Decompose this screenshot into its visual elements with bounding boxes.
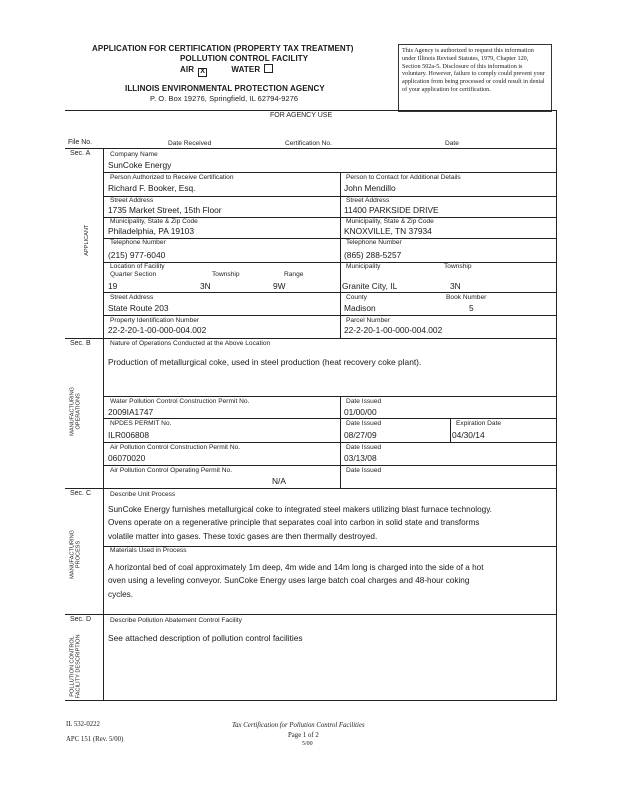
footer-title: Tax Certification for Pollution Control Facilities (232, 722, 365, 729)
municipality-label: Municipality (346, 263, 381, 270)
muni2-label: Municipality, State & Zip Code (346, 218, 434, 225)
page-number: Page 1 of 2 (288, 732, 319, 739)
township2-label: Township (444, 263, 472, 270)
water-date-label: Date Issued (346, 398, 382, 405)
location-label: Location of Facility (110, 263, 165, 270)
phone2-value[interactable]: (865) 288-5257 (344, 250, 402, 260)
sec-c-side-label: MANUFACTURING PROCESS (69, 530, 82, 579)
agency-address: P. O. Box 19276, Springfield, IL 62794-9276 (150, 94, 299, 103)
unit-process-line-3: volatile matter into gases. These toxic gases are then thermally destroyed. (108, 531, 378, 541)
sec-a-side-label: APPLICANT (83, 224, 90, 256)
materials-line-2: oven using a leveling conveyor. SunCoke Energy uses large batch coal charges and 48-hour coking (108, 576, 470, 586)
form-number: IL 532-0222 (66, 721, 100, 728)
abatement-text[interactable]: See attached description of pollution control facilities (108, 633, 303, 643)
abatement-label: Describe Pollution Abatement Control Facility (110, 617, 242, 624)
parcel-value[interactable]: 22-2-20-1-00-000-004.002 (344, 325, 443, 335)
air-const-label: Air Pollution Control Construction Permit No. (110, 444, 241, 451)
unit-process-label: Describe Unit Process (110, 491, 176, 498)
company-name-label: Company Name (110, 151, 158, 158)
npdes-date-label: Date Issued (346, 420, 382, 427)
phone2-label: Telephone Number (346, 239, 402, 246)
unit-process-text[interactable] (108, 503, 492, 543)
sec-b-side-label: MANUFACTURING OPERATIONS (69, 387, 82, 436)
township2-value[interactable]: 3N (450, 281, 461, 291)
file-no-label: File No. (68, 139, 93, 146)
prop-id-value[interactable]: 22-2-20-1-00-000-004.002 (108, 325, 207, 335)
materials-text[interactable] (108, 561, 484, 601)
air-op-date-label: Date Issued (346, 467, 382, 474)
quarter-section-label: Quarter Section (110, 271, 157, 278)
expiration-value[interactable]: 04/30/14 (452, 430, 485, 440)
air-checkbox[interactable] (198, 68, 207, 77)
footer-code: 5/00 (302, 741, 313, 747)
muni2-value[interactable]: KNOXVILLE, TN 37934 (344, 226, 432, 236)
street2-label: Street Address (346, 197, 390, 204)
air-checkbox-mark: X (200, 68, 205, 75)
sec-c-code: Sec. C (70, 490, 92, 497)
parcel-label: Parcel Number (346, 317, 390, 324)
water-label: WATER (231, 65, 261, 74)
street1-value[interactable]: 1735 Market Street, 15th Floor (108, 205, 222, 215)
range-value[interactable]: 9W (273, 281, 286, 291)
agency-date-label: Date (445, 140, 459, 147)
sec-d-side-label: POLLUTION CONTROL FACILITY DESCRIPTION (69, 634, 82, 699)
water-date-value[interactable]: 01/00/00 (344, 407, 377, 417)
auth-person-label: Person Authorized to Receive Certification (110, 174, 234, 181)
certification-no-label: Certification No. (285, 140, 332, 147)
date-received-label: Date Received (168, 140, 212, 147)
book-number-value[interactable]: 5 (469, 303, 474, 313)
agency-use-title: FOR AGENCY USE (270, 112, 333, 119)
water-permit-value[interactable]: 2009IA1747 (108, 407, 154, 417)
expiration-label: Expiration Date (456, 420, 502, 427)
media-checkboxes (180, 64, 273, 77)
range-label: Range (284, 271, 304, 278)
form-title: APPLICATION FOR CERTIFICATION (PROPERTY TAX TREATMENT) (92, 44, 354, 53)
materials-line-3: cycles. (108, 589, 134, 599)
street1-label: Street Address (110, 197, 154, 204)
air-op-label: Air Pollution Control Operating Permit No. (110, 467, 233, 474)
company-name-value[interactable]: SunCoke Energy (108, 160, 172, 170)
street2-value[interactable]: 11400 PARKSIDE DRIVE (344, 205, 439, 215)
contact-person-value[interactable]: John Mendillo (344, 183, 396, 193)
unit-process-line-2: Ovens operate on a regenerative principle that separates coal into carbon in solid state and transforms (108, 518, 480, 528)
agency-use-top-rule (65, 110, 557, 111)
agency-name: ILLINOIS ENVIRONMENTAL PROTECTION AGENCY (125, 84, 325, 93)
privacy-notice: This Agency is authorized to request this information under Illinois Revised Statutes, 1979, Chapter 120, Section 502a-5. Disclosure of this information is voluntary. However, failure to comply could prevent your application from being processed or could result in denial of your application for certification. (398, 44, 552, 112)
street3-value[interactable]: State Route 203 (108, 303, 169, 313)
county-label: County (346, 294, 367, 301)
npdes-date-value[interactable]: 08/27/09 (344, 430, 377, 440)
form-subtitle: POLLUTION CONTROL FACILITY (180, 54, 309, 63)
nature-value[interactable]: Production of metallurgical coke, used in steel production (heat recovery coke plant). (108, 357, 422, 367)
materials-line-1: A horizontal bed of coal approximately 1m deep, 4m wide and 14m long is charged into the side of a hot (108, 563, 484, 572)
unit-process-line-1: SunCoke Energy furnishes metallurgical coke to integrated steel makers utilizing blast furnace technology. (108, 505, 492, 514)
phone1-value[interactable]: (215) 977-6040 (108, 250, 166, 260)
township-label: Township (212, 271, 240, 278)
county-value[interactable]: Madison (344, 303, 376, 313)
street3-label: Street Address (110, 294, 154, 301)
auth-person-value[interactable]: Richard F. Booker, Esq. (108, 183, 196, 193)
materials-label: Materials Used in Process (110, 547, 187, 554)
air-const-date-label: Date Issued (346, 444, 382, 451)
air-const-value[interactable]: 06070020 (108, 453, 146, 463)
quarter-section-value[interactable]: 19 (108, 281, 118, 291)
prop-id-label: Property Identification Number (110, 317, 200, 324)
municipality-value[interactable]: Granite City, IL (342, 281, 398, 291)
air-op-value[interactable]: N/A (272, 476, 286, 486)
muni1-label: Municipality, State & Zip Code (110, 218, 198, 225)
air-label: AIR (180, 65, 195, 74)
water-checkbox[interactable] (264, 64, 273, 73)
township-value[interactable]: 3N (200, 281, 211, 291)
sec-b-code: Sec. B (70, 340, 91, 347)
npdes-value[interactable]: ILR006808 (108, 430, 149, 440)
water-permit-label: Water Pollution Control Construction Permit No. (110, 398, 250, 405)
book-number-label: Book Number (446, 294, 487, 301)
sec-a-code: Sec. A (70, 150, 91, 157)
sec-d-code: Sec. D (70, 616, 92, 623)
phone1-label: Telephone Number (110, 239, 166, 246)
muni1-value[interactable]: Philadelphia, PA 19103 (108, 226, 194, 236)
contact-person-label: Person to Contact for Additional Details (346, 174, 461, 181)
nature-label: Nature of Operations Conducted at the Above Location (110, 340, 271, 347)
form-revision: APC 151 (Rev. 5/00) (66, 736, 124, 743)
air-const-date-value[interactable]: 03/13/08 (344, 453, 377, 463)
npdes-label: NPDES PERMIT No. (110, 420, 172, 427)
